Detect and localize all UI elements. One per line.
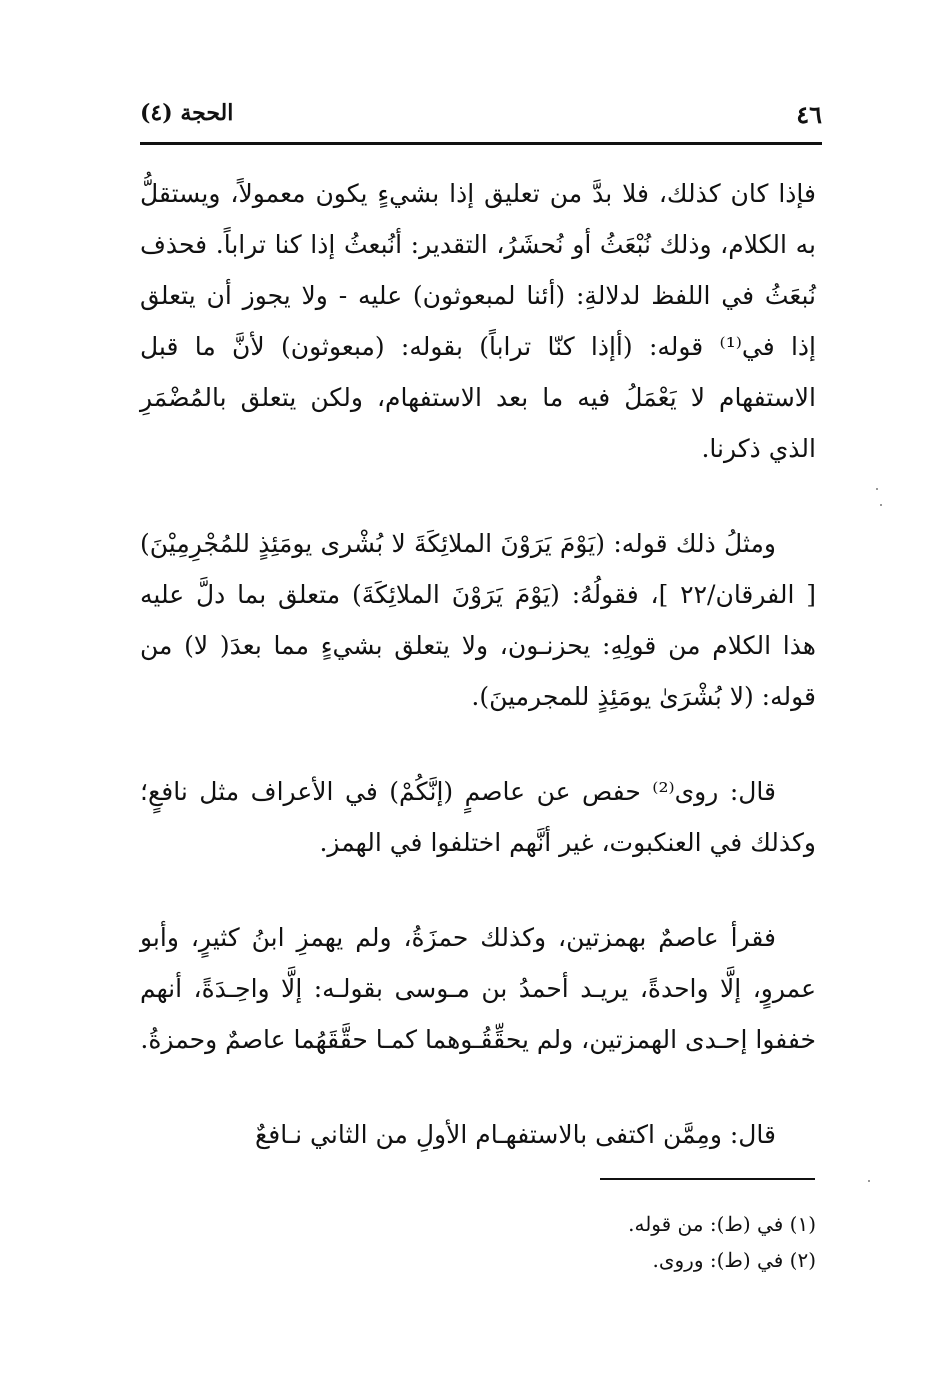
- paragraph-4: فقرأ عاصمٌ بهمزتين، وكذلك حمزَةُ، ولم يهمزِ ابنُ كثيرٍ، وأبو عمروٍ، إلَّا واحدةً، يريـد أحمدُ بن مـوسى بقولـه: إلَّا واحِـدَةً، أنهم خففوا إحـدى الهمزتين، ولم يحقِّقُـوهما كمـا حقَّقَهُما عاصمٌ وحمزةُ.: [140, 923, 816, 1054]
- page-header: [140, 96, 822, 136]
- page-number: ٤٦: [796, 100, 822, 129]
- paragraph-2: ومثلُ ذلك قوله: (يَوْمَ يَرَوْنَ الملائِكَةَ لا بُشْرى يومَئِذٍ للمُجْرِمِيْنَ) [ الفرقان/٢٢ ]، فقولُهُ: (يَوْمَ يَرَوْنَ الملائِكَةَ) متعلق بما دلَّ عليه هذا الكلام من قولِهِ: يحزنـون، ولا يتعلق بشيءٍ مما بعدَ( لا) من قوله: (لا بُشْرَىٰ يومَئِذٍ للمجرمينَ).: [140, 529, 816, 711]
- footnote-rule: [600, 1178, 815, 1180]
- footnote-1: (١) في (ط): من قوله.: [628, 1212, 816, 1236]
- scan-speck: [876, 488, 878, 490]
- main-text: [140, 168, 816, 1204]
- paragraph-5: قال: ومِمَّن اكتفى بالاستفهـام الأولِ من الثاني نـافعٌ: [254, 1120, 776, 1149]
- running-title: الحجة (٤): [140, 100, 234, 126]
- footnote-2: (٢) في (ط): وروى.: [652, 1248, 816, 1272]
- header-rule: [140, 142, 822, 145]
- paragraph-3: قال: روى⁽²⁾ حفص عن عاصمٍ (إنَّكُمْ) في الأعراف مثل نافعٍ؛ وكذلك في العنكبوت، غير أنَّهم اختلفوا في الهمز.: [140, 777, 816, 857]
- footnotes: [140, 1206, 816, 1278]
- scan-speck: [868, 1180, 870, 1182]
- scan-speck: [880, 504, 882, 506]
- paragraph-1: فإذا كان كذلك، فلا بدَّ من تعليق إذا بشيءٍ يكون معمولاً، ويستقلُّ به الكلام، وذلك نُبْعَثُ أو نُحشَرُ، التقدير: أنُبعثُ إذا كنا تراباً. فحذف نُبعَثُ في اللفظ لدلالةِ: (أئنا لمبعوثون) عليه - ولا يجوز أن يتعلق إذا في⁽¹⁾ قوله: (أإذا كنّا تراباً) بقوله: (مبعوثون) لأنَّ ما قبل الاستفهام لا يَعْمَلُ فيه ما بعد الاستفهام، ولكن يتعلق بالمُضْمَرِ الذي ذكرنا.: [140, 179, 817, 463]
